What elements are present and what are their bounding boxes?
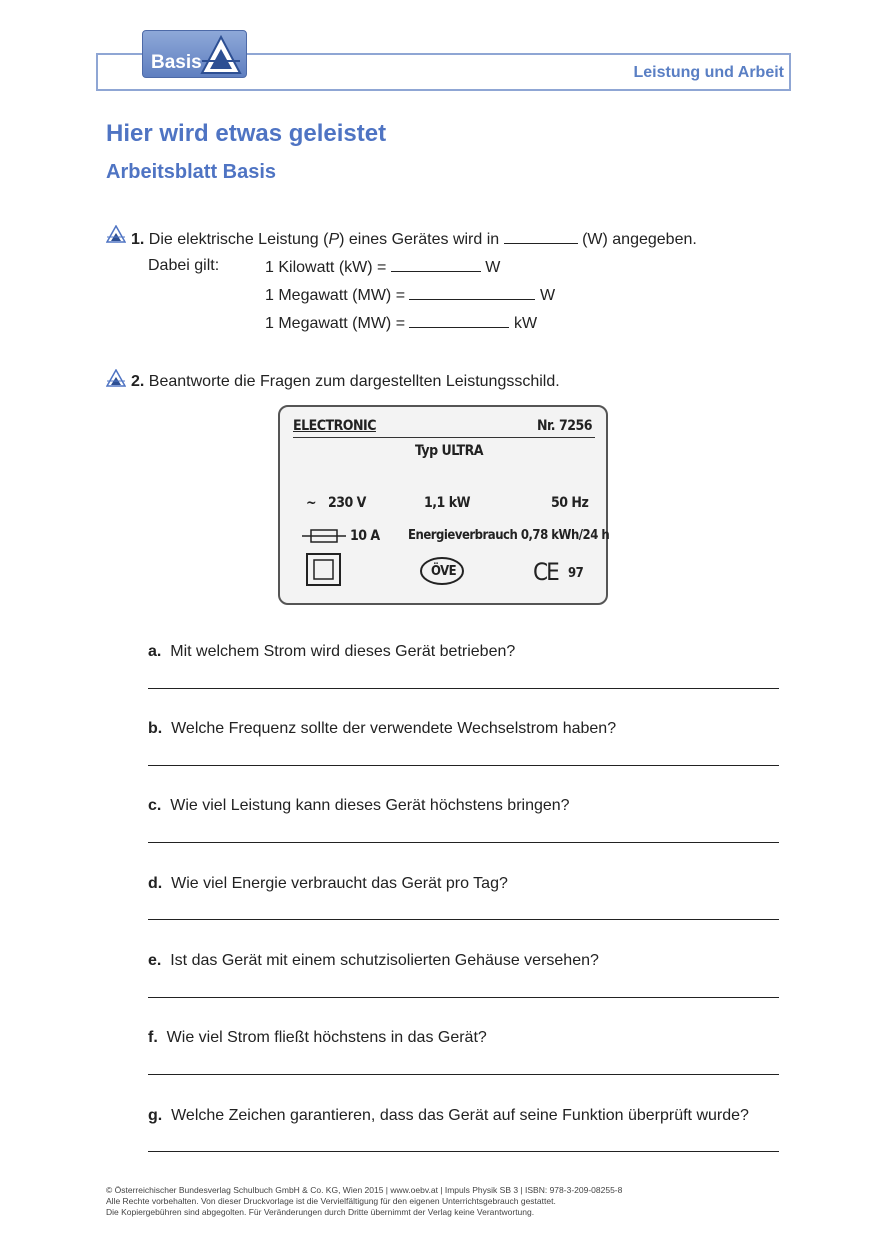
question-text: Wie viel Leistung kann dieses Gerät höchstens bringen? <box>170 797 570 814</box>
conversion-label: 1 Megawatt (MW) = <box>265 287 406 304</box>
plate-ce: CE <box>533 558 558 586</box>
question-text: Mit welchem Strom wird dieses Gerät betrieben? <box>170 643 516 660</box>
dabei-label: Dabei gilt: <box>148 257 220 274</box>
conversion-row-3 <box>265 313 537 333</box>
plate-voltage: 230 V <box>328 495 366 511</box>
answer-line-e[interactable] <box>148 997 779 998</box>
question-b <box>148 720 616 738</box>
plate-power: 1,1 kW <box>424 495 470 511</box>
answer-line-g[interactable] <box>148 1151 779 1152</box>
question-text: Welche Frequenz sollte der verwendete Wechselstrom haben? <box>171 720 617 737</box>
task1-text <box>131 229 697 249</box>
plate-consumption: Energieverbrauch 0,78 kWh/24 h <box>408 528 610 543</box>
fuse-icon <box>302 528 346 544</box>
plate-ove: ÖVE <box>431 564 457 579</box>
task2-text <box>131 373 560 391</box>
footer-line-2: Alle Rechte vorbehalten. Von dieser Druckvorlage ist die Vervielfältigung für den eigenen Unterrichtsgebrauch gestattet. <box>106 1196 556 1206</box>
question-text: Ist das Gerät mit einem schutzisolierten Gehäuse versehen? <box>170 952 599 969</box>
question-a <box>148 643 515 661</box>
conversion-row-2 <box>265 285 555 305</box>
task1-symbol: P <box>328 231 340 248</box>
answer-line-a[interactable] <box>148 688 779 689</box>
question-letter: b. <box>148 720 163 737</box>
plate-divider <box>293 437 595 438</box>
task1-text-a: Die elektrische Leistung ( <box>148 231 329 248</box>
question-f <box>148 1029 487 1047</box>
plate-ce-year: 97 <box>568 566 584 581</box>
conversion-unit: W <box>485 259 501 276</box>
question-text: Wie viel Energie verbraucht das Gerät pro Tag? <box>171 875 508 892</box>
task1-unit-hint: (W) angegeben. <box>582 231 697 248</box>
task1-number: 1. <box>131 231 145 248</box>
plate-type: Typ ULTRA <box>415 443 484 459</box>
task2-number: 2. <box>131 373 145 390</box>
protection-class-icon <box>306 553 342 587</box>
footer-line-1: © Österreichischer Bundesverlag Schulbuch GmbH & Co. KG, Wien 2015 | www.oebv.at | Impuls Physik SB 3 | ISBN: 978-3-209-08255-8 <box>106 1185 623 1195</box>
conversion-blank[interactable] <box>391 257 481 272</box>
conversion-unit: W <box>539 287 556 304</box>
conversion-row-1 <box>265 257 500 277</box>
question-text: Welche Zeichen garantieren, dass das Gerät auf seine Funktion überprüft wurde? <box>171 1107 749 1124</box>
conversion-blank[interactable] <box>409 313 509 328</box>
conversion-unit: kW <box>513 315 538 332</box>
rating-plate <box>278 405 608 605</box>
answer-line-d[interactable] <box>148 919 779 920</box>
page-title: Hier wird etwas geleistet <box>106 120 387 147</box>
question-d <box>148 875 508 893</box>
conversion-label: 1 Megawatt (MW) = <box>265 315 406 332</box>
question-letter: f. <box>148 1029 158 1046</box>
section-title: Leistung und Arbeit <box>633 64 784 81</box>
basis-logo <box>142 30 247 78</box>
question-e <box>148 952 599 970</box>
plate-frequency: 50 Hz <box>551 495 589 511</box>
answer-line-b[interactable] <box>148 765 779 766</box>
task-triangle-icon <box>106 225 126 243</box>
triangle-logo-icon <box>200 35 242 75</box>
question-c <box>148 797 570 815</box>
plate-brand: ELECTRONIC <box>293 418 376 434</box>
conversion-label: 1 Kilowatt (kW) = <box>265 259 387 276</box>
task1-text-b: ) eines Gerätes wird in <box>339 231 500 248</box>
question-g <box>148 1107 749 1125</box>
answer-line-c[interactable] <box>148 842 779 843</box>
page-subtitle: Arbeitsblatt Basis <box>106 161 277 183</box>
footer-line-3: Die Kopiergebühren sind abgegolten. Für Veränderungen durch Dritte übernimmt der Verlag keine Verantwortung. <box>106 1207 535 1217</box>
task1-blank[interactable] <box>504 229 578 244</box>
question-letter: c. <box>148 797 162 814</box>
question-letter: a. <box>148 643 162 660</box>
answer-line-f[interactable] <box>148 1074 779 1075</box>
task2-instruction: Beantworte die Fragen zum dargestellten Leistungsschild. <box>148 373 560 390</box>
question-letter: d. <box>148 875 163 892</box>
question-text: Wie viel Strom fließt höchstens in das Gerät? <box>166 1029 487 1046</box>
plate-number: Nr. 7256 <box>537 418 592 434</box>
logo-text: Basis <box>151 52 202 73</box>
plate-current: 10 A <box>350 528 380 544</box>
question-letter: g. <box>148 1107 163 1124</box>
conversion-blank[interactable] <box>409 285 535 300</box>
footer <box>106 1185 622 1218</box>
task-triangle-icon <box>106 369 126 387</box>
question-letter: e. <box>148 952 162 969</box>
plate-ac-symbol: ~ <box>306 495 317 511</box>
